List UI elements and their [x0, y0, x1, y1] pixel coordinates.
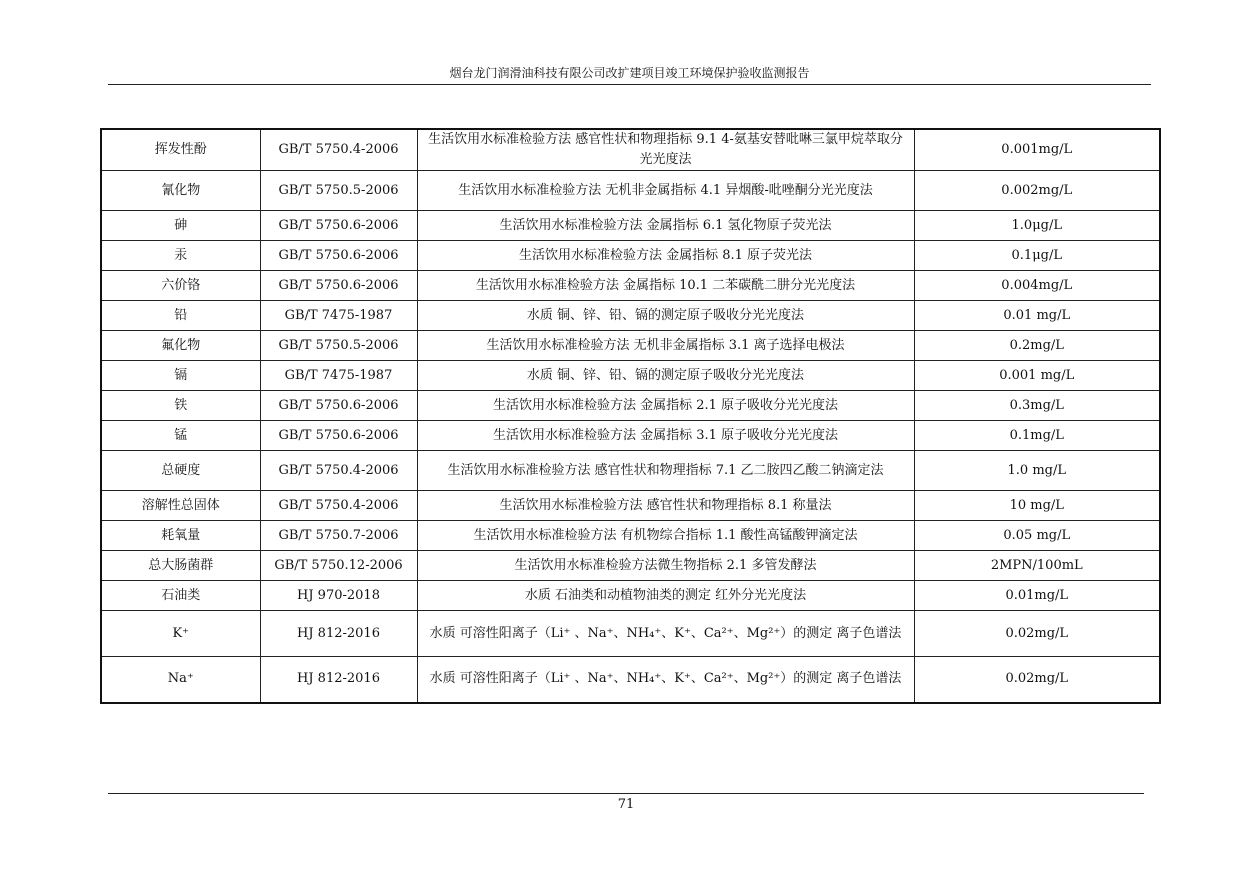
standard-cell: GB/T 5750.12-2006	[260, 551, 417, 581]
table-row	[101, 657, 1160, 703]
method-cell: 生活饮用水标准检验方法 有机物综合指标 1.1 酸性高锰酸钾滴定法	[417, 521, 914, 551]
table-row	[101, 451, 1160, 491]
table-row	[101, 171, 1160, 211]
table-row	[101, 331, 1160, 361]
item-cell: 溶解性总固体	[101, 491, 260, 521]
method-cell: 水质 铜、锌、铅、镉的测定原子吸收分光光度法	[417, 361, 914, 391]
item-cell: 总大肠菌群	[101, 551, 260, 581]
standard-cell: GB/T 5750.6-2006	[260, 421, 417, 451]
report-header: 烟台龙门润滑油科技有限公司改扩建项目竣工环境保护验收监测报告	[449, 66, 810, 80]
standard-cell: GB/T 7475-1987	[260, 361, 417, 391]
method-cell: 生活饮用水标准检验方法 金属指标 2.1 原子吸收分光光度法	[417, 391, 914, 421]
standard-cell: GB/T 5750.5-2006	[260, 171, 417, 211]
limit-cell: 1.0 mg/L	[914, 451, 1160, 491]
method-cell: 生活饮用水标准检验方法 金属指标 8.1 原子荧光法	[417, 241, 914, 271]
table-row	[101, 551, 1160, 581]
standard-cell: GB/T 5750.5-2006	[260, 331, 417, 361]
table-row	[101, 421, 1160, 451]
standard-cell: GB/T 5750.7-2006	[260, 521, 417, 551]
table-row	[101, 491, 1160, 521]
limit-cell: 0.02mg/L	[914, 657, 1160, 703]
method-cell: 生活饮用水标准检验方法 感官性状和物理指标 8.1 称量法	[417, 491, 914, 521]
item-cell: 铁	[101, 391, 260, 421]
standard-cell: GB/T 5750.4-2006	[260, 451, 417, 491]
table-row	[101, 611, 1160, 657]
item-cell: 镉	[101, 361, 260, 391]
method-cell: 生活饮用水标准检验方法 无机非金属指标 4.1 异烟酸-吡唑酮分光光度法	[417, 171, 914, 211]
item-cell: K⁺	[101, 611, 260, 657]
item-cell: 总硬度	[101, 451, 260, 491]
standard-cell: GB/T 5750.6-2006	[260, 241, 417, 271]
method-cell: 生活饮用水标准检验方法 金属指标 6.1 氢化物原子荧光法	[417, 211, 914, 241]
standard-cell: HJ 812-2016	[260, 611, 417, 657]
table-row	[101, 241, 1160, 271]
limit-cell: 2MPN/100mL	[914, 551, 1160, 581]
header-rule	[108, 84, 1151, 85]
item-cell: 耗氧量	[101, 521, 260, 551]
limit-cell: 10 mg/L	[914, 491, 1160, 521]
standard-cell: GB/T 5750.4-2006	[260, 129, 417, 171]
footer-rule	[108, 793, 1144, 794]
table-row	[101, 129, 1160, 171]
limit-cell: 0.1mg/L	[914, 421, 1160, 451]
method-cell: 水质 铜、锌、铅、镉的测定原子吸收分光光度法	[417, 301, 914, 331]
limit-cell: 0.01 mg/L	[914, 301, 1160, 331]
limit-cell: 1.0μg/L	[914, 211, 1160, 241]
item-cell: 氰化物	[101, 171, 260, 211]
page-number: 71	[617, 797, 635, 812]
table-row	[101, 301, 1160, 331]
item-cell: Na⁺	[101, 657, 260, 703]
item-cell: 六价铬	[101, 271, 260, 301]
table-row	[101, 211, 1160, 241]
item-cell: 汞	[101, 241, 260, 271]
standard-cell: GB/T 7475-1987	[260, 301, 417, 331]
method-cell: 生活饮用水标准检验方法 金属指标 10.1 二苯碳酰二肼分光光度法	[417, 271, 914, 301]
table-row	[101, 581, 1160, 611]
limit-cell: 0.002mg/L	[914, 171, 1160, 211]
limit-cell: 0.01mg/L	[914, 581, 1160, 611]
table-row	[101, 271, 1160, 301]
method-cell: 水质 石油类和动植物油类的测定 红外分光光度法	[417, 581, 914, 611]
table-row	[101, 391, 1160, 421]
standard-cell: GB/T 5750.4-2006	[260, 491, 417, 521]
table-row	[101, 361, 1160, 391]
item-cell: 砷	[101, 211, 260, 241]
method-cell: 生活饮用水标准检验方法微生物指标 2.1 多管发酵法	[417, 551, 914, 581]
standard-cell: HJ 812-2016	[260, 657, 417, 703]
standard-cell: HJ 970-2018	[260, 581, 417, 611]
standard-cell: GB/T 5750.6-2006	[260, 271, 417, 301]
limit-cell: 0.001mg/L	[914, 129, 1160, 171]
standard-cell: GB/T 5750.6-2006	[260, 391, 417, 421]
method-cell: 生活饮用水标准检验方法 金属指标 3.1 原子吸收分光光度法	[417, 421, 914, 451]
table-row	[101, 521, 1160, 551]
item-cell: 挥发性酚	[101, 129, 260, 171]
monitoring-methods-table	[100, 128, 1161, 704]
method-cell: 生活饮用水标准检验方法 感官性状和物理指标 9.1 4-氨基安替吡啉三氯甲烷萃取分光光度法	[417, 129, 914, 171]
method-cell: 生活饮用水标准检验方法 无机非金属指标 3.1 离子选择电极法	[417, 331, 914, 361]
standard-cell: GB/T 5750.6-2006	[260, 211, 417, 241]
limit-cell: 0.004mg/L	[914, 271, 1160, 301]
limit-cell: 0.3mg/L	[914, 391, 1160, 421]
limit-cell: 0.2mg/L	[914, 331, 1160, 361]
item-cell: 石油类	[101, 581, 260, 611]
item-cell: 铅	[101, 301, 260, 331]
method-cell: 水质 可溶性阳离子（Li⁺ 、Na⁺、NH₄⁺、K⁺、Ca²⁺、Mg²⁺）的测定 离子色谱法	[417, 611, 914, 657]
item-cell: 氟化物	[101, 331, 260, 361]
limit-cell: 0.05 mg/L	[914, 521, 1160, 551]
limit-cell: 0.001 mg/L	[914, 361, 1160, 391]
limit-cell: 0.02mg/L	[914, 611, 1160, 657]
limit-cell: 0.1μg/L	[914, 241, 1160, 271]
item-cell: 锰	[101, 421, 260, 451]
method-cell: 水质 可溶性阳离子（Li⁺ 、Na⁺、NH₄⁺、K⁺、Ca²⁺、Mg²⁺）的测定 离子色谱法	[417, 657, 914, 703]
method-cell: 生活饮用水标准检验方法 感官性状和物理指标 7.1 乙二胺四乙酸二钠滴定法	[417, 451, 914, 491]
